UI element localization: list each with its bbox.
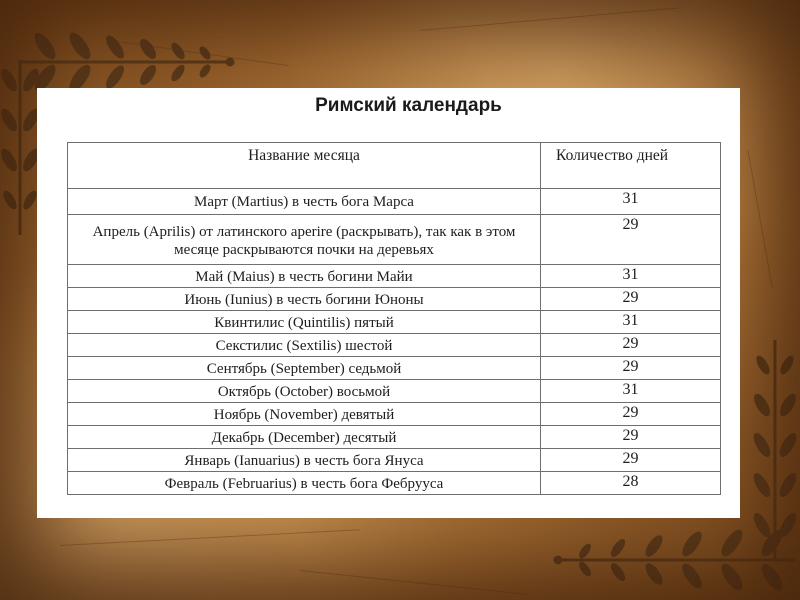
month-name-cell: Сентябрь (September) седьмой: [68, 357, 541, 380]
month-name-cell: Секстилис (Sextilis) шестой: [68, 334, 541, 357]
day-count-cell: 29: [541, 357, 721, 380]
month-name-cell: Январь (Ianuarius) в честь бога Януса: [68, 449, 541, 472]
month-name-cell: Декабрь (December) десятый: [68, 426, 541, 449]
table-row: [68, 472, 721, 495]
day-count-cell: 31: [541, 311, 721, 334]
table-row: [68, 311, 721, 334]
day-count-cell: 29: [541, 334, 721, 357]
day-count-cell: 31: [541, 189, 721, 215]
parchment-crack: [748, 150, 773, 288]
table-row: [68, 189, 721, 215]
roman-calendar-table: [67, 142, 721, 495]
table-row: [68, 380, 721, 403]
table-row: [68, 288, 721, 311]
parchment-crack: [60, 529, 360, 546]
day-count-cell: 29: [541, 288, 721, 311]
month-name-cell: Ноябрь (November) девятый: [68, 403, 541, 426]
document-title: Римский календарь: [315, 95, 502, 116]
month-name-cell: Март (Martius) в честь бога Марса: [68, 189, 541, 215]
month-name-cell: Апрель (Aprilis) от латинского aperire (раскрывать), так как в этом месяце раскрываются почки на деревьях: [68, 215, 541, 265]
laurel-branch-bottom-right-icon: [550, 525, 800, 595]
day-count-cell: 31: [541, 265, 721, 288]
table-row: [68, 449, 721, 472]
laurel-branch-left-icon: [0, 60, 40, 240]
day-count-cell: 29: [541, 426, 721, 449]
parchment-crack: [300, 570, 529, 595]
day-count-cell: 28: [541, 472, 721, 495]
day-count-cell: 29: [541, 215, 721, 265]
month-name-cell: Квинтилис (Quintilis) пятый: [68, 311, 541, 334]
table-row: [68, 215, 721, 265]
table-row: [68, 334, 721, 357]
document-sheet: [37, 88, 740, 518]
day-count-cell: 31: [541, 380, 721, 403]
table-row: [68, 426, 721, 449]
day-count-cell: 29: [541, 403, 721, 426]
header-month-name: Название месяца: [68, 143, 541, 189]
header-day-count: Количество дней: [541, 143, 721, 189]
month-name-cell: Июнь (Iunius) в честь богини Юноны: [68, 288, 541, 311]
table-header-row: [68, 143, 721, 189]
table-row: [68, 265, 721, 288]
parchment-crack: [420, 7, 679, 31]
month-name-cell: Февраль (Februarius) в честь бога Фебрууса: [68, 472, 541, 495]
month-name-cell: Октябрь (October) восьмой: [68, 380, 541, 403]
month-name-cell: Май (Maius) в честь богини Майи: [68, 265, 541, 288]
table-row: [68, 357, 721, 380]
table-row: [68, 403, 721, 426]
day-count-cell: 29: [541, 449, 721, 472]
